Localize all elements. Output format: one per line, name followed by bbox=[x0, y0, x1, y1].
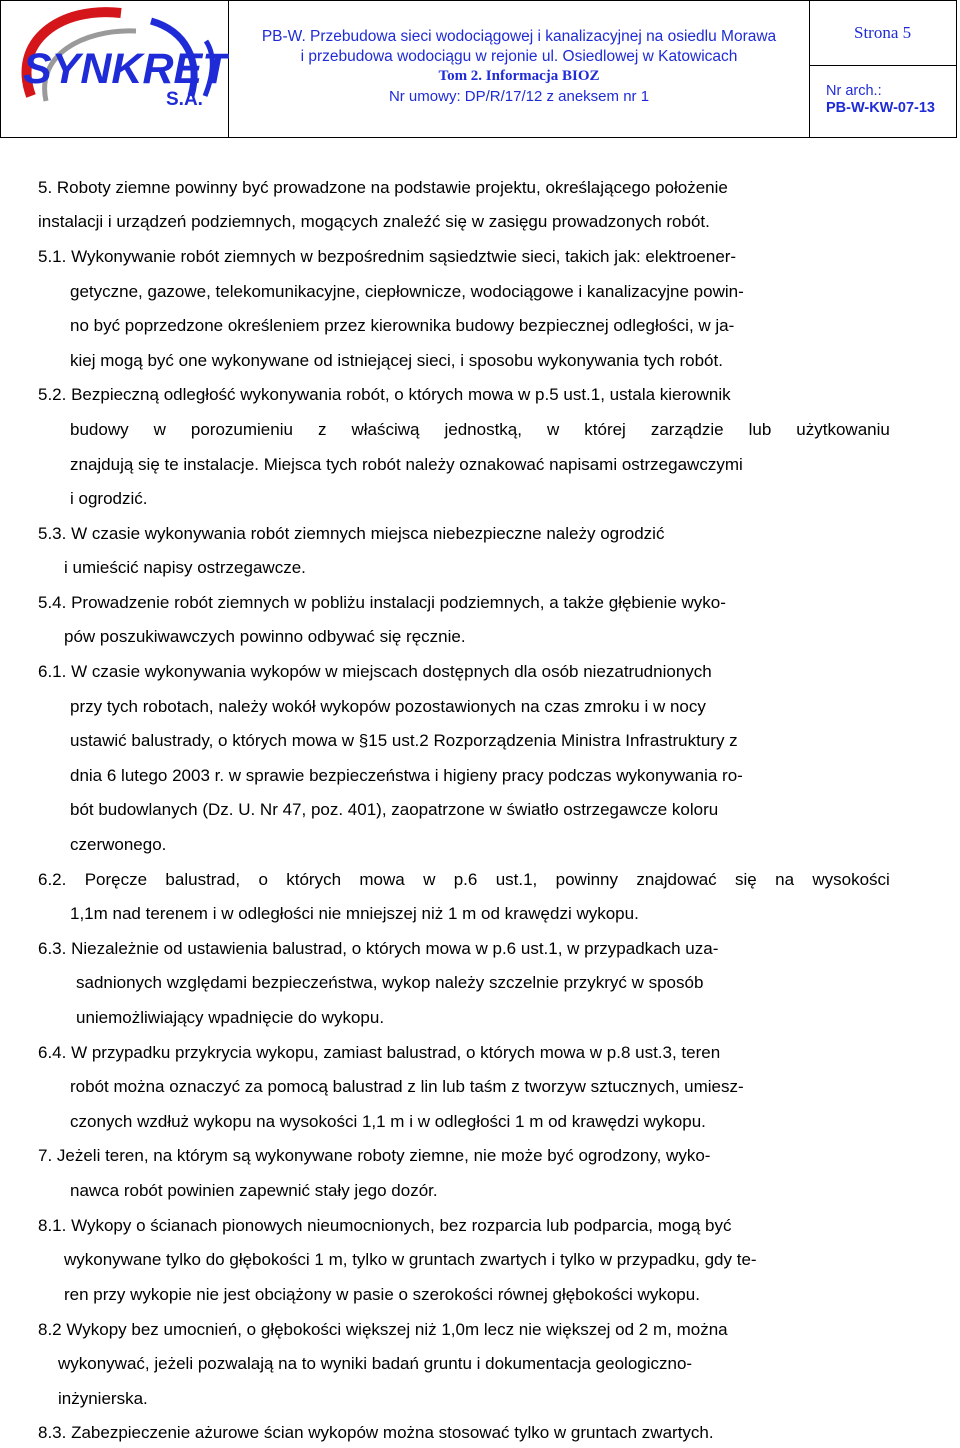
text-line: bót budowlanych (Dz. U. Nr 47, poz. 401), zaopatrzone w światło ostrzegawcze koloru bbox=[70, 800, 719, 819]
text-line: 8.2 Wykopy bez umocnień, o głębokości większej niż 1,0m lecz nie większej od 2 m, można bbox=[38, 1320, 728, 1339]
document-header bbox=[0, 0, 957, 138]
word: mowa bbox=[359, 870, 405, 889]
word: której bbox=[584, 420, 626, 439]
text-line: wykonywać, jeżeli pozwalają na to wyniki badań gruntu i dokumentacja geologiczno- bbox=[58, 1354, 693, 1373]
word: jednostką, bbox=[444, 420, 522, 439]
text-line: przy tych robotach, należy wokół wykopów pozostawionych na czas zmroku i w nocy bbox=[70, 697, 706, 716]
word: wysokości bbox=[812, 870, 890, 889]
text-line: nawca robót powinien zapewnić stały jego dozór. bbox=[70, 1181, 438, 1200]
word: w bbox=[153, 420, 166, 439]
text-line: ustawić balustrady, o których mowa w §15 ust.2 Rozporządzenia Ministra Infrastruktury z bbox=[70, 731, 738, 750]
word: p.6 bbox=[453, 870, 478, 889]
text-line: 5.3. W czasie wykonywania robót ziemnych miejsca niebezpieczne należy ogrodzić bbox=[38, 524, 665, 543]
text-line: 6.4. W przypadku przykrycia wykopu, zamiast balustrad, o których mowa w p.8 ust.3, teren bbox=[38, 1043, 721, 1062]
text-line-justified bbox=[38, 870, 890, 890]
text-line: 6.1. W czasie wykonywania wykopów w miejscach dostępnych dla osób niezatrudnionych bbox=[38, 662, 712, 681]
text-line: dnia 6 lutego 2003 r. w sprawie bezpieczeństwa i higieny pracy podczas wykonywania ro- bbox=[70, 766, 743, 785]
word: budowy bbox=[70, 420, 129, 439]
text-line: uniemożliwiający wpadnięcie do wykopu. bbox=[76, 1008, 385, 1027]
text-line: 5.2. Bezpieczną odległość wykonywania robót, o których mowa w p.5 ust.1, ustala kierownik bbox=[38, 385, 731, 404]
text-line: ren przy wykopie nie jest obciążony w pasie o szerokości równej głębokości wykopu. bbox=[64, 1285, 700, 1304]
text-line: 5. Roboty ziemne powinny być prowadzone na podstawie projektu, określającego położenie bbox=[38, 178, 728, 197]
word: ust.1, bbox=[495, 870, 538, 889]
volume-title: Tom 2. Informacja BIOZ bbox=[438, 68, 600, 84]
archive-label: Nr arch.: bbox=[826, 83, 882, 99]
text-line: 8.3. Zabezpieczenie ażurowe ścian wykopów można stosować tylko w gruntach zwartych. bbox=[38, 1423, 714, 1442]
word: porozumieniu bbox=[190, 420, 293, 439]
synkret-logo bbox=[1, 1, 229, 137]
word: powinny bbox=[555, 870, 619, 889]
text-line: 7. Jeżeli teren, na którym są wykonywane roboty ziemne, nie może być ogrodzony, wyko- bbox=[38, 1146, 711, 1165]
word: na bbox=[775, 870, 795, 889]
text-line: znajdują się te instalacje. Miejsca tych robót należy oznakować napisami ostrzegawczymi bbox=[70, 455, 743, 474]
text-line: pów poszukiwawczych powinno odbywać się ręcznie. bbox=[64, 627, 466, 646]
project-title-line-2: i przebudowa wodociągu w rejonie ul. Osiedlowej w Katowicach bbox=[300, 48, 738, 65]
text-line: no być poprzedzone określeniem przez kierownika budowy bezpiecznej odległości, w ja- bbox=[70, 316, 735, 335]
logo-cell bbox=[1, 1, 229, 137]
text-line: kiej mogą być one wykonywane od istniejącej sieci, i sposobu wykonywania tych robót. bbox=[70, 351, 723, 370]
text-line: inżynierska. bbox=[58, 1389, 148, 1408]
word: się bbox=[735, 870, 757, 889]
word: balustrad, bbox=[165, 870, 241, 889]
word: o bbox=[258, 870, 268, 889]
word: których bbox=[286, 870, 342, 889]
text-line: getyczne, gazowe, telekomunikacyjne, ciepłownicze, wodociągowe i kanalizacyjne powin- bbox=[70, 282, 744, 301]
text-line: czonych wzdłuż wykopu na wysokości 1,1 m i w odległości 1 m od krawędzi wykopu. bbox=[70, 1112, 706, 1131]
word: zarządzie bbox=[650, 420, 724, 439]
project-title-line-1: PB-W. Przebudowa sieci wodociągowej i kanalizacyjnej na osiedlu Morawa bbox=[261, 28, 777, 45]
text-line-justified bbox=[70, 420, 890, 440]
word: użytkowaniu bbox=[796, 420, 890, 439]
logo-wordmark: SYNKRET bbox=[23, 45, 229, 93]
word: Poręcze bbox=[84, 870, 148, 889]
page-number: Strona 5 bbox=[854, 23, 912, 42]
text-line: i umieścić napisy ostrzegawcze. bbox=[64, 558, 306, 577]
word: właściwą bbox=[351, 420, 420, 439]
text-line: wykonywane tylko do głębokości 1 m, tylko w gruntach zwartych i tylko w przypadku, gdy te- bbox=[64, 1250, 757, 1269]
page-info-cell bbox=[810, 1, 957, 137]
text-line: 6.3. Niezależnie od ustawienia balustrad, o których mowa w p.6 ust.1, w przypadkach uza- bbox=[38, 939, 719, 958]
text-line: sadnionych względami bezpieczeństwa, wykop należy szczelnie przykryć w sposób bbox=[76, 973, 704, 992]
word: z bbox=[317, 420, 327, 439]
logo-subtext: S.A. bbox=[166, 89, 203, 110]
project-info-cell bbox=[229, 1, 810, 137]
word: 6.2. bbox=[38, 870, 67, 889]
text-line: 5.4. Prowadzenie robót ziemnych w pobliżu instalacji podziemnych, a także głębienie wyko- bbox=[38, 593, 726, 612]
word: lub bbox=[748, 420, 772, 439]
text-line: czerwonego. bbox=[70, 835, 167, 854]
word: w bbox=[423, 870, 436, 889]
text-line: robót można oznaczyć za pomocą balustrad z lin lub taśm z tworzyw sztucznych, umiesz- bbox=[70, 1077, 744, 1096]
word: znajdować bbox=[636, 870, 717, 889]
word: w bbox=[546, 420, 560, 439]
text-line: 8.1. Wykopy o ścianach pionowych nieumocnionych, bez rozparcia lub podparcia, mogą być bbox=[38, 1216, 732, 1235]
text-line: i ogrodzić. bbox=[70, 489, 148, 508]
archive-number: PB-W-KW-07-13 bbox=[826, 100, 935, 116]
text-line: instalacji i urządzeń podziemnych, mogących znaleźć się w zasięgu prowadzonych robót. bbox=[38, 212, 710, 231]
contract-number: Nr umowy: DP/R/17/12 z aneksem nr 1 bbox=[388, 88, 650, 105]
page-info-divider bbox=[810, 65, 957, 66]
text-line: 1,1m nad terenem i w odległości nie mniejszej niż 1 m od krawędzi wykopu. bbox=[70, 904, 639, 923]
text-line: 5.1. Wykonywanie robót ziemnych w bezpośrednim sąsiedztwie sieci, takich jak: elektroener- bbox=[38, 247, 737, 266]
